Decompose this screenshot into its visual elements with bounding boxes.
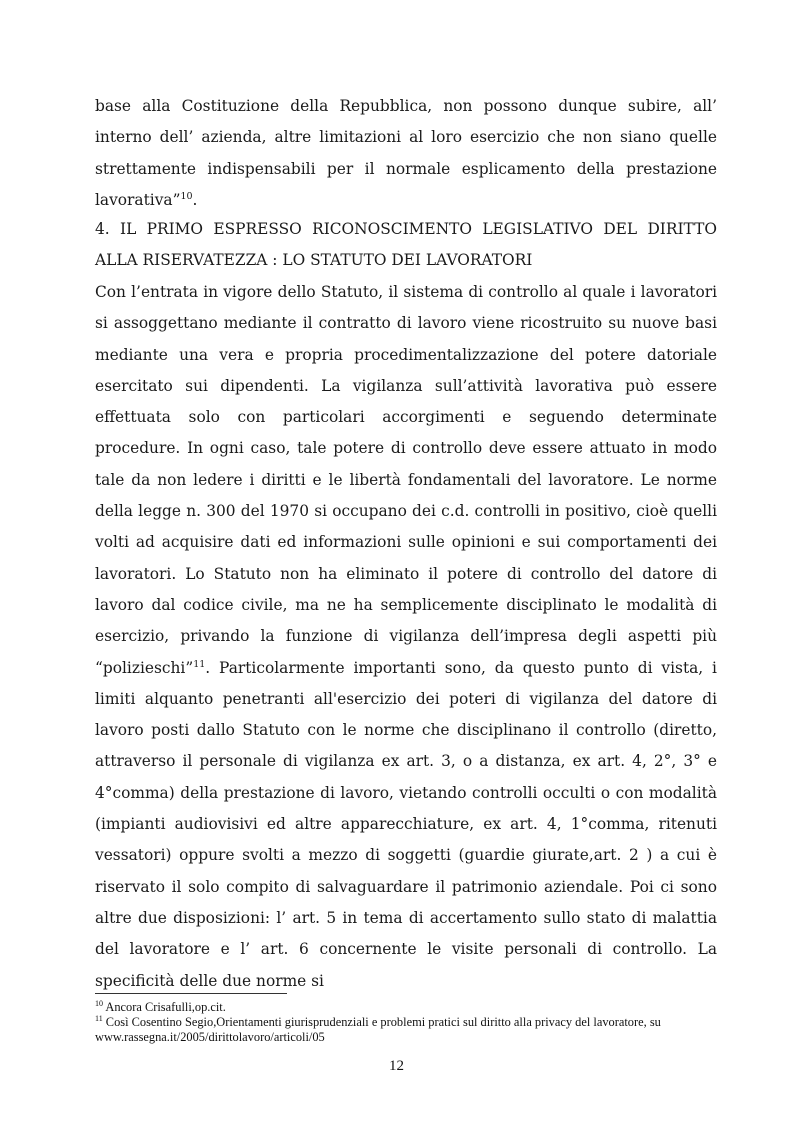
intro-paragraph [95, 91, 717, 216]
intro-tail: . [192, 190, 198, 209]
footnote-11 [95, 1015, 717, 1045]
footnote-10 [95, 1000, 717, 1015]
main-paragraph [95, 277, 717, 997]
section-heading [95, 214, 717, 277]
footnote-text: Così Cosentino Segio,Orientamenti giurisprudenziali e problemi pratici sul diritto alla privacy del lavoratore, su www.rassegna.it/2005/dirittolavoro/articoli/05 [95, 1015, 661, 1045]
main-text-part-2: . Particolarmente importanti sono, da questo punto di vista, i limiti alquanto penetranti all'esercizio dei poteri di vigilanza del datore di lavoro posti dallo Statuto con le norme che disciplinano il controllo (diretto, attraverso il personale di vigilanza ex art. 3, o a distanza, ex art. 4, 2°, 3° e 4°comma) della prestazione di lavoro, vietando controlli occulti o con modalità (impianti audiovisivi ed altre apparecchiature, ex art. 4, 1°comma, ritenuti vessatori) oppure svolti a mezzo di soggetti (guardie giurate,art. 2 ) a cui è riservato il solo compito di salvaguardare il patrimonio aziendale. Poi ci sono altre due disposizioni: l’ art. 5 in tema di accertamento sullo stato di malattia del lavoratore e l’ art. 6 concernente le visite personali di controllo. La specificità delle due norme si [95, 658, 717, 990]
footnote-number: 10 [95, 998, 103, 1008]
page-number: 12 [389, 1058, 404, 1074]
footnote-ref-10[interactable]: 10 [180, 190, 193, 202]
footnote-number: 11 [95, 1014, 103, 1024]
footnote-ref-11[interactable]: 11 [193, 658, 206, 670]
footnote-divider [95, 993, 287, 994]
intro-text: base alla Costituzione della Repubblica, non possono dunque subire, all’ interno dell’ azienda, altre limitazioni al loro esercizio che non siano quelle strettamente indispensabili per il normale esplicamento della prestazione lavorativa” [95, 97, 717, 209]
main-text-part-1: Con l’entrata in vigore dello Statuto, il sistema di controllo al quale i lavoratori si assoggettano mediante il contratto di lavoro viene ricostruito su nuove basi mediante una vera e propria procedimentalizzazione del potere datoriale esercitato sui dipendenti. La vigilanza sull’attività lavorativa può essere effettuata solo con particolari accorgimenti e seguendo determinate procedure. In ogni caso, tale potere di controllo deve essere attuato in modo tale da non ledere i diritti e le libertà fondamentali del lavoratore. Le norme della legge n. 300 del 1970 si occupano dei c.d. controlli in positivo, cioè quelli volti ad acquisire dati ed informazioni sulle opinioni e sui comportamenti dei lavoratori. Lo Statuto non ha eliminato il potere di controllo del datore di lavoro dal codice civile, ma ne ha semplicemente disciplinato le modalità di esercizio, privando la funzione di vigilanza dell’impresa degli aspetti più “polizieschi” [95, 283, 717, 677]
footnote-text: Ancora Crisafulli,op.cit. [103, 1000, 226, 1014]
section-heading-line-1: 4. IL PRIMO ESPRESSO RICONOSCIMENTO LEGISLATIVO DEL DIRITTO [95, 220, 717, 238]
section-heading-line-2: ALLA RISERVATEZZA : LO STATUTO DEI LAVORATORI [95, 251, 533, 270]
footnotes [95, 1000, 717, 1046]
